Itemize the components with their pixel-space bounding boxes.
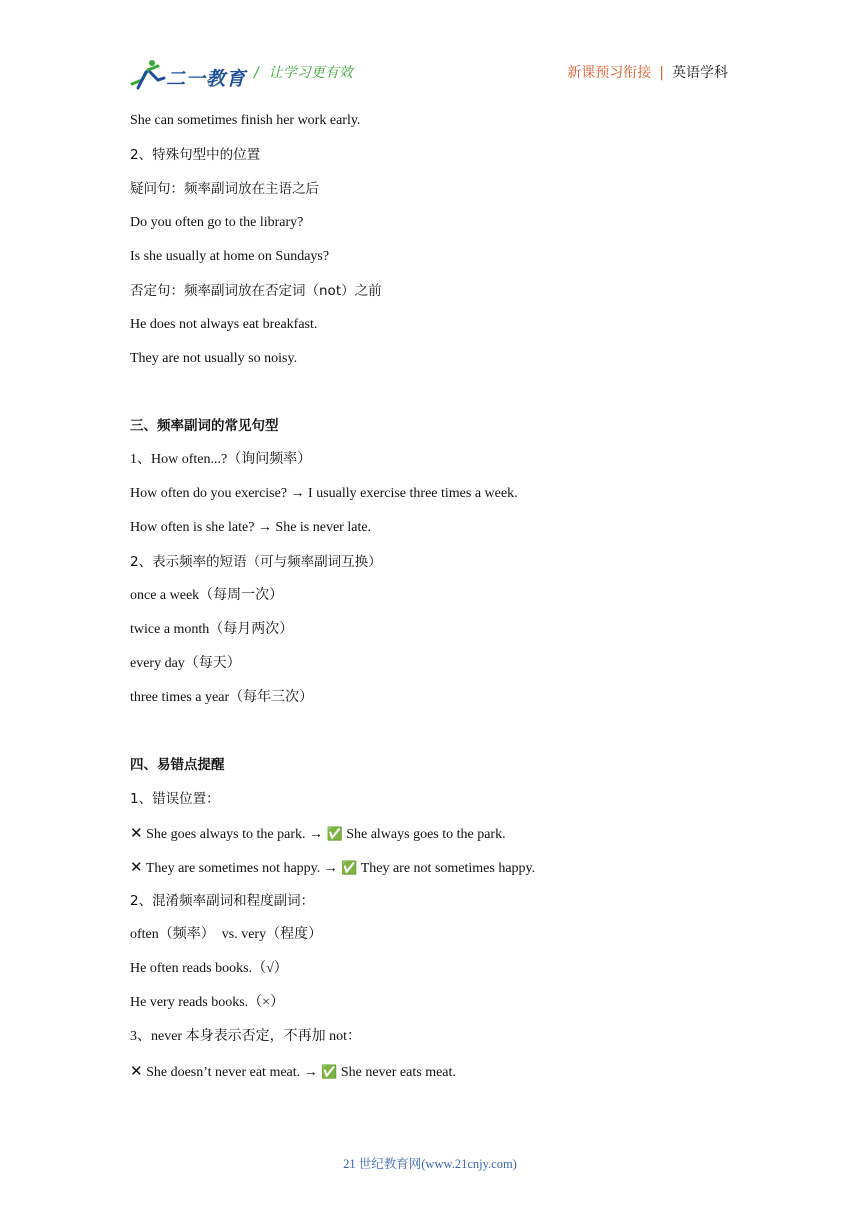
example-sentence: How often is she late? → She is never late. — [130, 520, 372, 535]
logo-text: 二一教育 — [166, 68, 247, 90]
header-separator: | — [659, 65, 664, 81]
subheading: 3、never 本身表示否定，不再加 not： — [130, 1029, 361, 1044]
example-sentence: He often reads books.（√） — [130, 961, 288, 976]
wrong-icon: ✕ — [130, 824, 143, 842]
subheading: 2、混淆频率副词和程度副词： — [130, 893, 315, 909]
header-right — [567, 62, 728, 82]
slogan-slash: / — [254, 65, 259, 81]
wrong-sentence: They are sometimes not happy. → — [145, 861, 342, 876]
correct-sentence: They are not sometimes happy. — [360, 861, 536, 876]
check-icon: ✅ — [326, 827, 343, 842]
slogan — [254, 62, 353, 82]
section-heading: 四、易错点提醒 — [130, 757, 225, 773]
example-sentence: Is she usually at home on Sundays? — [130, 249, 330, 264]
subject-label: 英语学科 — [672, 65, 728, 81]
text-line: She can sometimes finish her work early. — [130, 113, 361, 128]
example-sentence: He very reads books.（×） — [130, 995, 285, 1010]
subheading: 2、表示频率的短语（可与频率副词互换） — [130, 554, 382, 570]
correct-sentence: She never eats meat. — [340, 1065, 456, 1080]
example-sentence: Do you often go to the library? — [130, 215, 304, 230]
text-line: 疑问句：频率副词放在主语之后 — [130, 181, 319, 197]
example-sentence: They are not usually so noisy. — [130, 351, 298, 366]
document-body — [130, 111, 730, 1095]
course-label: 新课预习衔接 — [567, 65, 652, 81]
wrong-icon: ✕ — [130, 858, 143, 876]
wrong-sentence: She goes always to the park. → — [146, 827, 327, 842]
subheading: 1、How often...?（询问频率） — [130, 452, 312, 467]
check-icon: ✅ — [341, 861, 358, 876]
slogan-text: 让学习更有效 — [268, 65, 353, 81]
correct-sentence: She always goes to the park. — [346, 827, 506, 842]
phrase-item: once a week（每周一次） — [130, 588, 284, 603]
wrong-icon: ✕ — [130, 1062, 143, 1080]
phrase-item: three times a year（每年三次） — [130, 690, 314, 705]
section-heading: 三、频率副词的常见句型 — [130, 418, 279, 434]
example-sentence: How often do you exercise? → I usually exercise three times a week. — [130, 486, 518, 501]
correction-line — [130, 857, 730, 891]
correction-line — [130, 1061, 730, 1095]
check-icon: ✅ — [321, 1065, 338, 1080]
subheading: 2、特殊句型中的位置 — [130, 147, 261, 163]
correction-line — [130, 823, 730, 857]
text-line: often（频率） vs. very（程度） — [130, 927, 323, 942]
wrong-sentence: She doesn’t never eat meat. → — [146, 1065, 322, 1080]
phrase-item: every day（每天） — [130, 656, 241, 671]
example-sentence: He does not always eat breakfast. — [130, 317, 318, 332]
phrase-item: twice a month（每月两次） — [130, 622, 294, 637]
runner-logo-icon — [128, 58, 168, 90]
logo — [128, 58, 246, 90]
text-line: 否定句：频率副词放在否定词（not）之前 — [130, 283, 382, 299]
subheading: 1、错误位置： — [130, 791, 220, 807]
page-footer: 21 世纪教育网(www.21cnjy.com) — [343, 1157, 517, 1171]
page-header — [128, 56, 728, 90]
